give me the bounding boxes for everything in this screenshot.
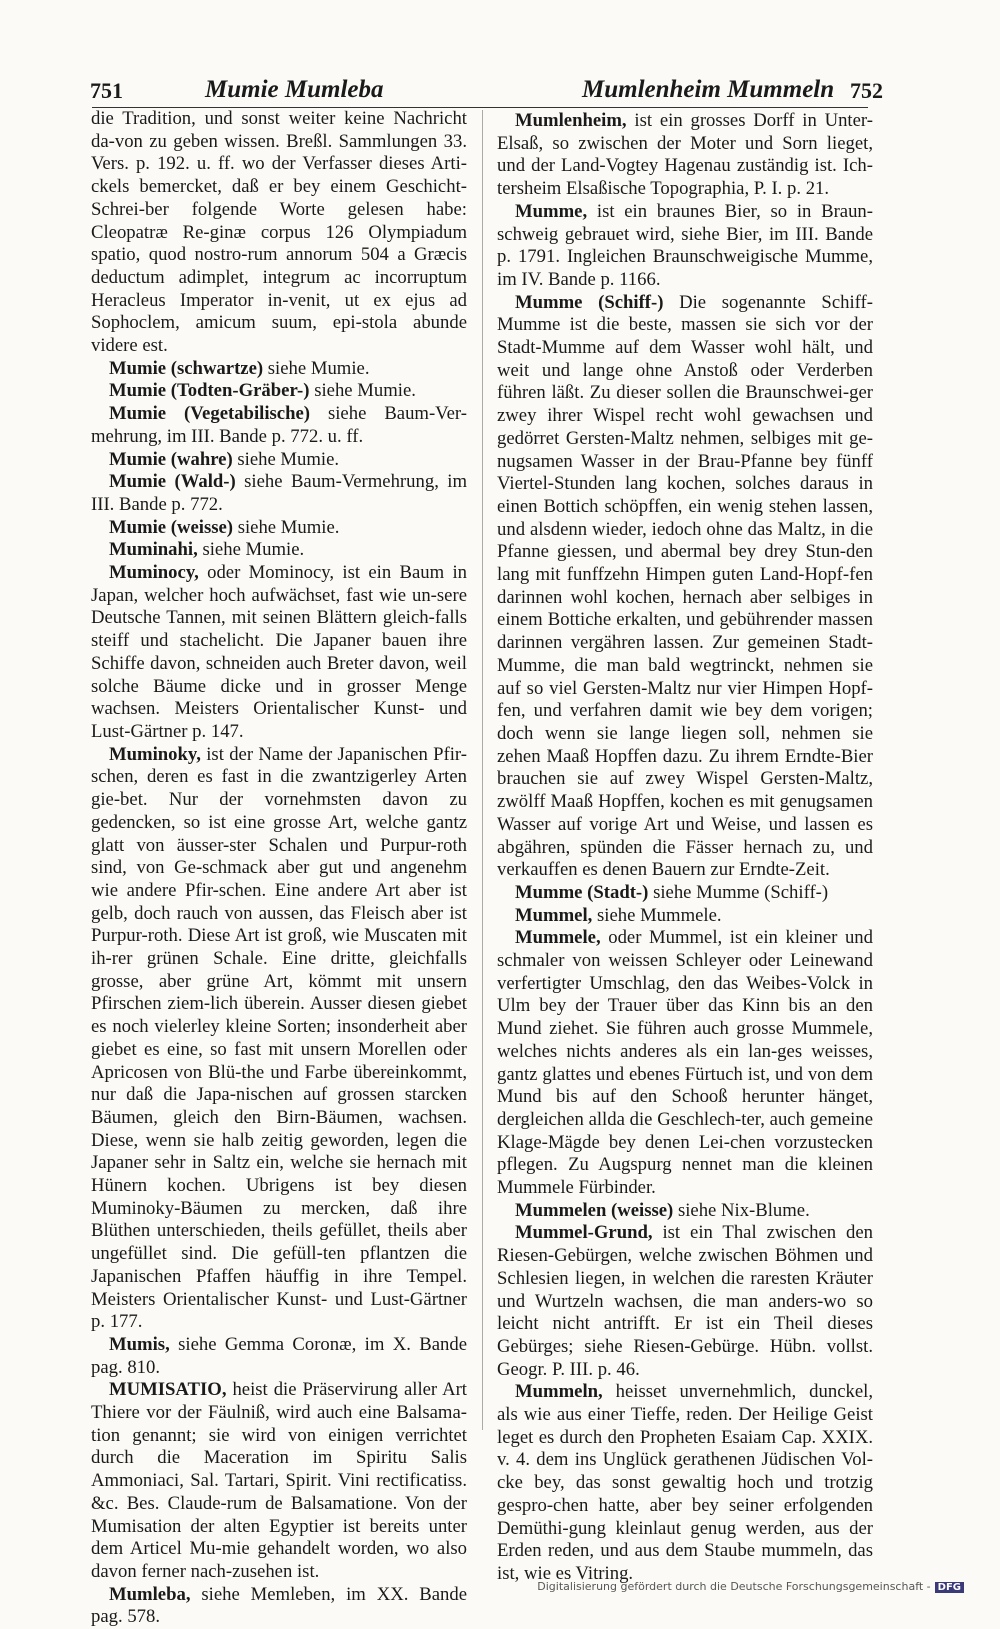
entry-paragraph — [91, 471, 467, 516]
entry-headword: Mumme (Stadt-) — [515, 881, 649, 903]
entry-headword: Mumie (Wald-) — [109, 471, 236, 493]
entry-headword: Mumie (schwartze) — [109, 357, 264, 379]
entry-paragraph — [497, 292, 873, 882]
entry-paragraph — [91, 1379, 467, 1583]
entry-text: siehe Mumie. — [309, 380, 416, 402]
right-column — [497, 110, 873, 1584]
entry-headword: Mumme (Schiff-) — [515, 291, 664, 313]
page-footer — [0, 1580, 1000, 1600]
entry-headword: Mummelen (weisse) — [515, 1199, 674, 1221]
entry-text: siehe Gemma Coronæ, im X. Bande pag. 810. — [91, 1333, 467, 1378]
entry-headword: Mummeln, — [515, 1381, 603, 1403]
page-header — [0, 74, 1000, 108]
entry-text: heisset unvernehmlich, dunckel, als wie aus einer Tieffe, reden. Der Heilige Geist leget es durch den Propheten Esaiam Cap. XXIX. v. 4. dem ins Unglück gerathenen Jüdischen Vol-cke bey, das sonst gewaltig hoch und trotzig gespro-chen hatte, aber bey seiner erfolgenden Demüthi-gung kleinlaut genug werden, aus der Erden reden, und aus dem Staube mummeln, das ist, wie es Vitring. — [497, 1381, 873, 1584]
entry-text: Die sogenannte Schiff-Mumme ist die beste, massen sie sich vor der Stadt-Mumme auf dem Wasser wohl hält, und weit und lange ohne Anstoß oder Verderben führen läßt. Zu dieser sollen die Braunschwei-ger zwey ihrer Wispel recht wohl gewachsen und gedörret Gersten-Maltz nehmen, selbiges mit ge-nugsamen Wasser in der Brau-Pfanne bey fünff Viertel-Stunden lang kochen, solches daraus in einen Bottich schöpffen, ein wenig stehen lassen, und alsdenn wieder, iedoch ohne das Maltz, in die Pfanne giessen, und abermal bey drey Stun-den lang mit funffzehn Himpen guten Land-Hopf-fen darinnen wohl kochen, hernach aber selbiges in einem Bottiche erkalten, und gebührender massen darinnen vergähren lassen. Zur gemeinen Stadt-Mumme, die man bald wegtrinckt, nehmen sie auf so viel Gersten-Maltz nur vier Himpen Hopf-fen, und verfahren damit wie bey dem vorigen; doch wenn sie lange liegen soll, nehmen sie zehen Maaß Hopffen dazu. Zu ihrem Erndte-Bier brauchen sie auf zwey Wispel Gersten-Maltz, zwölff Maaß Hopffen, kochen es mit genugsamen Wasser auf vorige Art und Weise, und lassen es abgähren, spünden die Fässer hernach zu, und verkauffen es denen Bauern zur Erndte-Zeit. — [497, 291, 873, 881]
entry-paragraph — [91, 380, 467, 403]
entry-headword: Mumie (Todten-Gräber-) — [109, 380, 310, 402]
entry-paragraph — [91, 358, 467, 381]
entry-headword: Mummel-Grund, — [515, 1222, 653, 1244]
entry-paragraph — [497, 1200, 873, 1223]
right-catchwords: Mumlenheim Mummeln — [582, 76, 835, 103]
entry-text: die Tradition, und sonst weiter keine Nachricht da-von zu geben wissen. Breßl. Sammlungen 33. Vers. p. 192. u. ff. wo der Verfasser dieses Arti-ckels bemercket, daß er bey einem Geschicht-Schrei-ber folgende Worte gelesen habe: Cleopatræ Re-ginæ corpus 126 Olympiadum spatio, quod nostro-rum annorum 504 a Græcis deductum adimplet, integrum ac incorruptum Heracleus Imperator in-venit, ut ex ejus ad Sophoclem, amicum suum, epi-stola abunde videre est. — [91, 108, 467, 357]
left-catchwords: Mumie Mumleba — [205, 76, 384, 103]
entry-paragraph — [497, 905, 873, 928]
entry-paragraph — [91, 1334, 467, 1379]
entry-paragraph — [91, 744, 467, 1334]
entry-text: siehe Baum-Vermehrung, im III. Bande p. 772. — [91, 471, 467, 515]
entry-paragraph — [497, 1222, 873, 1381]
entry-text: ist der Name der Japanischen Pfir-schen, deren es fast in die zwantzigerley Arten gie-bet. Nur der vornehmsten davon zu gedencken, so ist eine grosse Art, welche gantz glatt von äusser-ster Schalen und Purpur-roth sind, von Ge-schmack aber gut und angenehm wie andere Pfir-schen. Eine andere Art aber ist gelb, doch rauch von aussen, das Fleisch aber ist Purpur-roth. Diese Art ist groß, wie Muscaten mit ih-rer grünen Schale. Eine dritte, gleichfalls grosse, aber grüne Art, kömmt mit unsern Pfirschen ziem-lich überein. Ausser diesen giebet es noch vielerley kleine Sorten; insonderheit aber giebet es eine, so fast mit unsern Morellen oder Apricosen von Blü-the und Farbe übereinkommt, nur daß die Japa-nischen auf grossen starcken Bäumen, gleich den Birn-Bäumen, wachsen. Diese, wenn sie halb zeitig geworden, legen die Japaner sehr in Saltz ein, welche sie hernach mit Hünern kochen. Ubrigens ist bey diesen Muminoky-Bäumen zu mercken, daß ihre Blüthen unterschieden, theils gefüllet, theils aber ungefüllet sind. Die gefüll-ten pflantzen die Japanischen Pfaffen häuffig in ihre Tempel. Meisters Orientalischer Kunst- und Lust-Gärtner p. 177. — [91, 743, 467, 1333]
entry-text: siehe Mumie. — [232, 448, 340, 470]
entry-text: oder Mummel, ist ein kleiner und schmaler von weissen Schleyer oder Leinewand verfertigter Umschlag, den das Weibes-Volck in Ulm bey der Trauer über das Kinn bis an den Mund ziehet. Sie führen auch grosse Mummele, welches nichts anderes als ein lan-ges weisses, gantz glattes und ebenes Fürtuch ist, und von dem Mund bis auf den Schooß herunter hänget, dergleichen allda die Geschlech-ter, auch gemeine Klage-Mägde bey denen Lei-chen vorzustecken pflegen. Zu Augspurg nennet man die kleinen Mummele Fürbinder. — [497, 927, 873, 1199]
left-column — [91, 108, 467, 1628]
entry-paragraph — [91, 403, 467, 448]
entry-paragraph — [497, 201, 873, 292]
entry-headword: Mumie (Vegetabilische) — [109, 403, 310, 425]
column-divider — [482, 110, 483, 1430]
entry-headword: MUMISATIO, — [109, 1379, 227, 1401]
entry-text: oder Mominocy, ist ein Baum in Japan, welcher hoch aufwächset, fast wie un-sere Deutsche Tannen, mit seinen Blättern gleich-falls steiff und stachelicht. Die Japaner bauen ihre Schiffe davon, schneiden auch Breter davon, weil solche Bäume dicke und in grosser Menge wachsen. Meisters Orientalischer Kunst- und Lust-Gärtner p. 147. — [91, 562, 467, 742]
entry-paragraph — [91, 517, 467, 540]
entry-paragraph — [497, 1381, 873, 1585]
entry-text: heist die Präservirung aller Art Thiere vor der Fäulniß, wird auch eine Balsama-tion genannt; sie wird von einigen verrichtet durch die Maceration im Spiritu Salis Ammoniaci, Sal. Tartari, Spirit. Vini rectificatiss. &c. Bes. Claude-rum de Balsamatione. Von der Mumisation der alten Egyptier ist bereits unter dem Articel Mu-mie gehandelt worden, wo also davon ferner nach-zusehen ist. — [91, 1379, 467, 1582]
entry-text: ist ein grosses Dorff in Unter-Elsaß, so zwischen der Moter und Sorn lieget, und der Land-Vogtey Hagenau zuständig ist. Ich-tersheim Elsaßische Topographia, P. I. p. 21. — [497, 110, 873, 200]
entry-text: siehe Mumme (Schiff-) — [648, 881, 829, 903]
entry-headword: Muminoky, — [109, 743, 201, 765]
entry-text: siehe Memleben, im XX. Bande pag. 578. — [91, 1583, 467, 1628]
entry-headword: Mumis, — [109, 1333, 170, 1355]
entry-headword: Mummele, — [515, 927, 601, 949]
entry-text: siehe Nix-Blume. — [673, 1199, 810, 1221]
entry-paragraph — [497, 882, 873, 905]
entry-paragraph — [497, 927, 873, 1199]
entry-headword: Mumlenheim, — [515, 110, 627, 131]
right-page-number: 752 — [850, 78, 883, 103]
dfg-logo: DFG — [935, 1582, 964, 1593]
entry-headword: Mumme, — [515, 200, 588, 222]
entry-headword: Mumie (weisse) — [109, 516, 234, 538]
entry-headword: Mumie (wahre) — [109, 448, 233, 470]
entry-paragraph — [91, 108, 467, 358]
entry-paragraph — [91, 562, 467, 744]
entry-headword: Mummel, — [515, 904, 593, 926]
entry-text: ist ein Thal zwischen den Riesen-Gebürgen, welche zwischen Böhmen und Schlesien liegen, in welchen die raresten Kräuter und Wurtzeln wachsen, die man anders-wo so leicht nicht antrifft. Er ist ein Theil dieses Gebürges; siehe Riesen-Gebürge. Hübn. vollst. Geogr. P. III. p. 46. — [497, 1222, 873, 1380]
entry-text: ist ein braunes Bier, so in Braun-schweig gebrauet wird, siehe Bier, im III. Bande p. 1791. Ingleichen Braunschweigische Mumme, im IV. Bande p. 1166. — [497, 200, 873, 290]
entry-text: siehe Baum-Ver-mehrung, im III. Bande p. 772. u. ff. — [91, 403, 467, 447]
entry-headword: Muminocy, — [109, 562, 199, 584]
entry-text: siehe Mumie. — [263, 357, 370, 379]
entry-text: siehe Mummele. — [592, 904, 722, 926]
entry-paragraph — [497, 110, 873, 201]
credit-text: Digitalisierung gefördert durch die Deutsche Forschungsgemeinschaft - — [537, 1580, 931, 1593]
entry-headword: Mumleba, — [109, 1583, 191, 1605]
entry-text: siehe Mumie. — [197, 539, 305, 561]
entry-paragraph — [91, 539, 467, 562]
entry-headword: Muminahi, — [109, 539, 198, 561]
digitization-credit — [537, 1580, 964, 1593]
left-page-number: 751 — [90, 78, 123, 103]
entry-paragraph — [91, 449, 467, 472]
entry-text: siehe Mumie. — [233, 516, 340, 538]
